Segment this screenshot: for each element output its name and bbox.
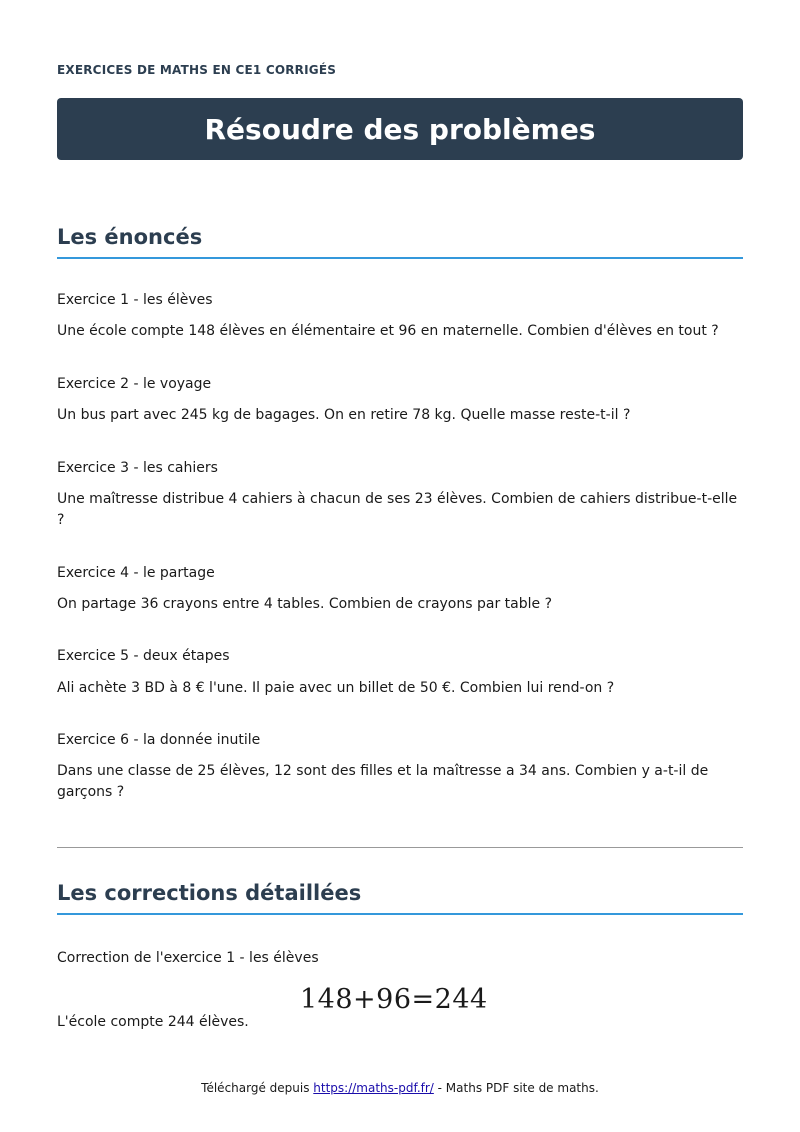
exercise-1-text: Une école compte 148 élèves en élémentaire et 96 en maternelle. Combien d'élèves en tout ? <box>57 323 719 339</box>
page-title: Résoudre des problèmes <box>204 112 596 146</box>
title-banner <box>57 98 743 160</box>
exercise-1-title: Exercice 1 - les élèves <box>57 292 213 308</box>
exercise-3-title: Exercice 3 - les cahiers <box>57 460 218 476</box>
exercise-2-title: Exercice 2 - le voyage <box>57 376 212 392</box>
footer-link[interactable]: https://maths-pdf.fr/ <box>313 1081 434 1095</box>
footer-prefix: Téléchargé depuis <box>201 1081 314 1095</box>
correction-1-answer: L'école compte 244 élèves. <box>57 1014 249 1030</box>
section-divider <box>57 847 743 848</box>
exercise-5-title: Exercice 5 - deux étapes <box>57 648 230 664</box>
correction-1-title: Correction de l'exercice 1 - les élèves <box>57 950 319 966</box>
exercise-4-text: On partage 36 crayons entre 4 tables. Combien de crayons par table ? <box>57 596 552 612</box>
exercise-6-text: Dans une classe de 25 élèves, 12 sont des filles et la maîtresse a 34 ans. Combien y a-t-il de garçons ? <box>57 763 709 800</box>
statements-heading: Les énoncés <box>57 225 743 259</box>
exercise-4-title: Exercice 4 - le partage <box>57 565 215 581</box>
correction-1-formula: 148+96=244 <box>300 984 488 1015</box>
top-label: EXERCICES DE MATHS EN CE1 CORRIGÉS <box>57 63 337 77</box>
exercise-3-text: Une maîtresse distribue 4 cahiers à chacun de ses 23 élèves. Combien de cahiers distribue-t-elle ? <box>57 491 738 528</box>
exercise-5-text: Ali achète 3 BD à 8 € l'une. Il paie avec un billet de 50 €. Combien lui rend-on ? <box>57 680 615 696</box>
footer <box>0 1081 800 1095</box>
footer-suffix: - Maths PDF site de maths. <box>433 1081 599 1095</box>
exercise-2-text: Un bus part avec 245 kg de bagages. On en retire 78 kg. Quelle masse reste-t-il ? <box>57 407 631 423</box>
exercise-6-title: Exercice 6 - la donnée inutile <box>57 732 261 748</box>
corrections-heading: Les corrections détaillées <box>57 881 743 915</box>
